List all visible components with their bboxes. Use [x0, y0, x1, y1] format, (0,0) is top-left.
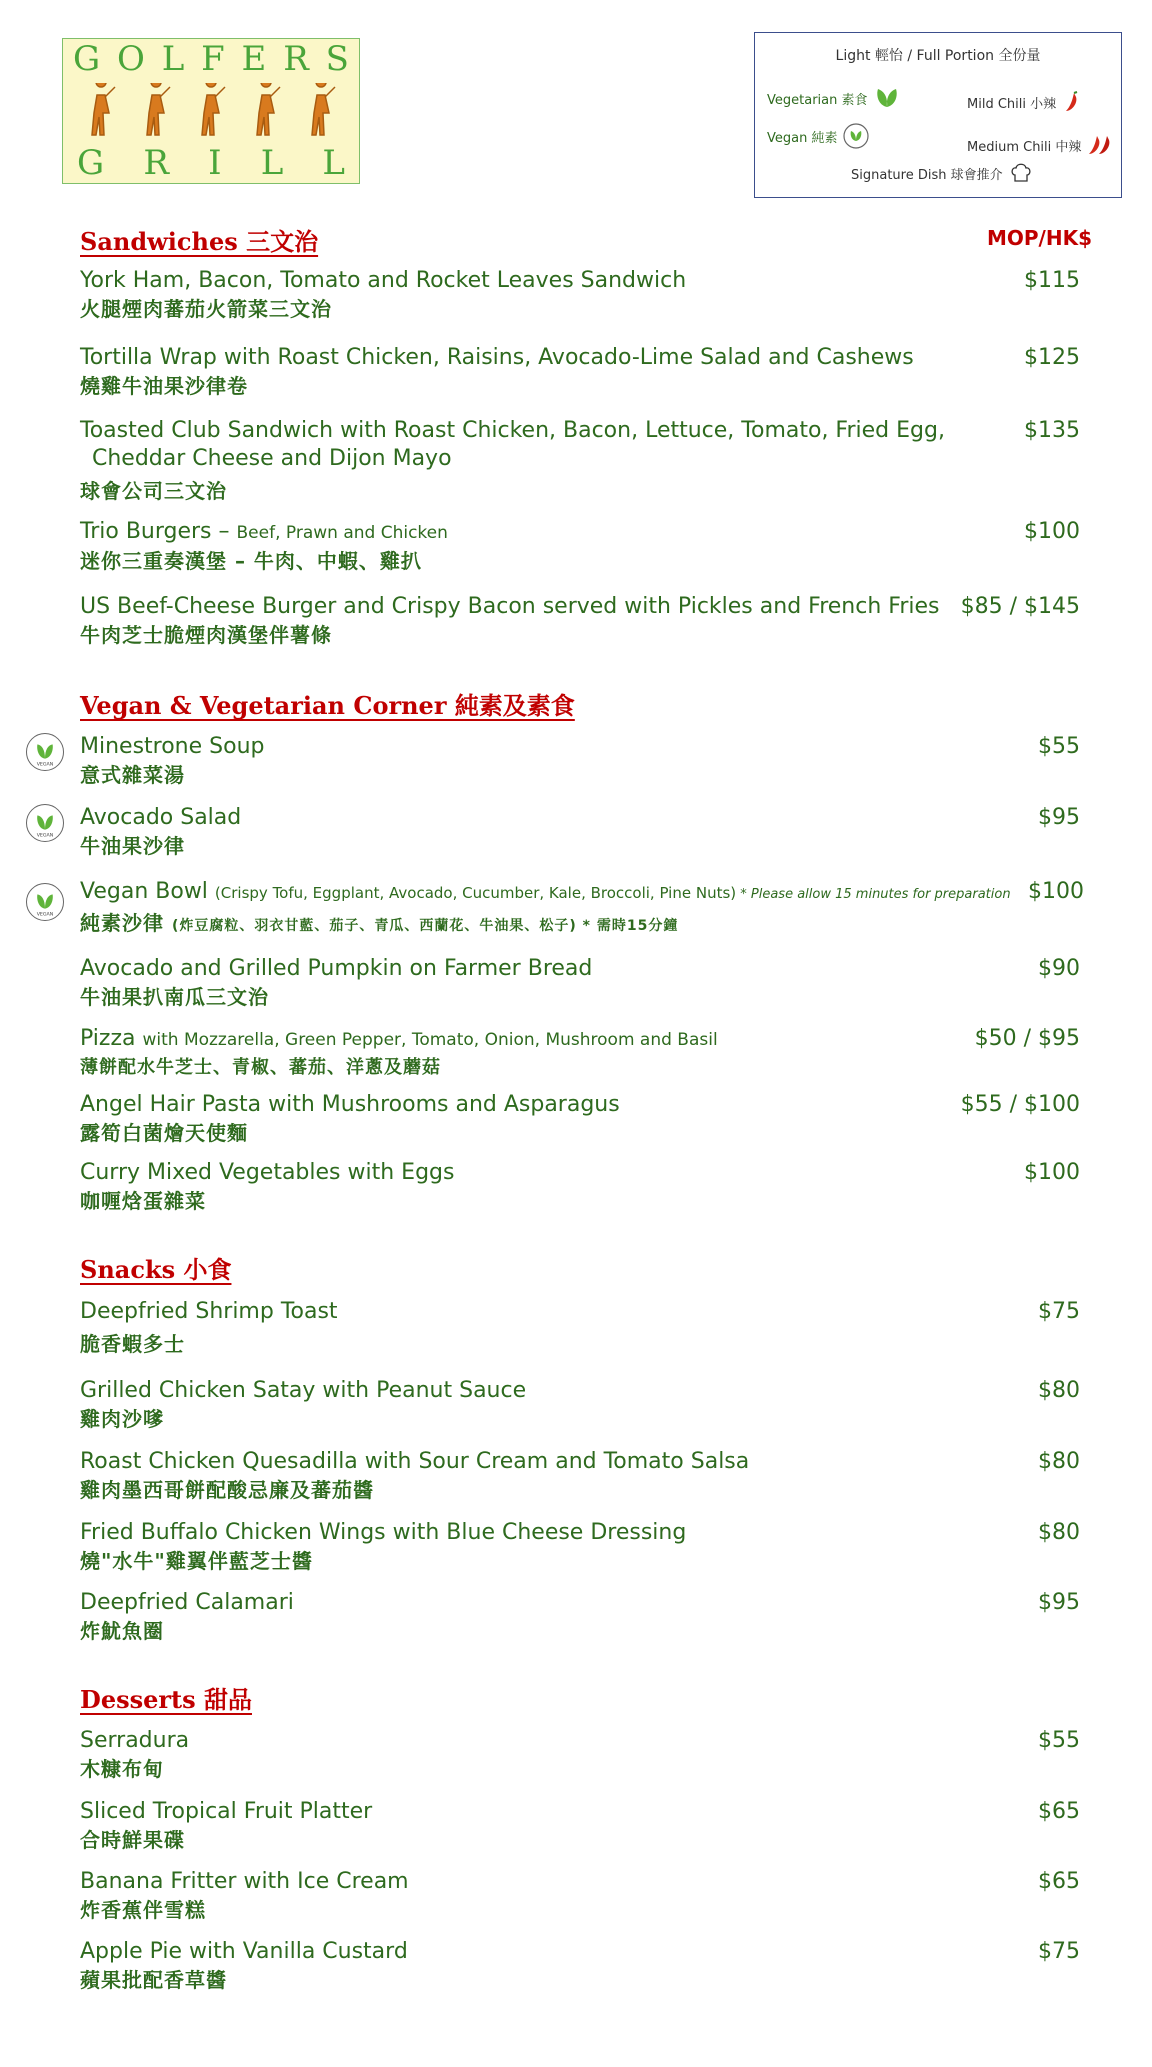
menu-item: Deepfried Calamari 炸魷魚圈 $95 — [80, 1590, 1080, 1643]
vegan-badge-icon — [26, 733, 64, 771]
menu-item: Apple Pie with Vanilla Custard 蘋果批配香草醬 $75 — [80, 1939, 1080, 1992]
price: $75 — [1038, 1299, 1080, 1324]
legend-medium-chili: Medium Chili 中辣 — [967, 133, 1115, 157]
price: $80 — [1038, 1378, 1080, 1403]
chili-icon — [1062, 91, 1080, 113]
logo-word-grill: G R I L L — [77, 143, 345, 183]
golfer-icon — [303, 83, 339, 139]
price: $65 — [1038, 1869, 1080, 1894]
section-title-snacks: Snacks 小食 — [80, 1255, 232, 1284]
legend-mild-chili: Mild Chili 小辣 — [967, 91, 1080, 113]
price: $80 — [1038, 1520, 1080, 1545]
golfer-icon — [248, 83, 284, 139]
price: $55 / $100 — [960, 1092, 1080, 1117]
section-title-desserts: Desserts 甜品 — [80, 1685, 252, 1714]
menu-item: York Ham, Bacon, Tomato and Rocket Leaves Sandwich 火腿煙肉蕃茄火箭菜三文治 $115 — [80, 268, 1080, 321]
price: $135 — [1024, 418, 1080, 443]
golfer-icon — [83, 83, 119, 139]
vegetarian-leaf-icon — [874, 87, 900, 109]
chef-hat-icon — [1009, 161, 1033, 185]
svg-text:VEGAN: VEGAN — [36, 762, 54, 768]
vegan-badge-icon — [26, 804, 64, 842]
menu-item: Angel Hair Pasta with Mushrooms and Asparagus 露筍白菌燴天使麵 $55 / $100 — [80, 1092, 1080, 1145]
golfer-figures — [63, 83, 359, 139]
legend-vegan: Vegan 純素 — [767, 123, 869, 149]
menu-item: Avocado and Grilled Pumpkin on Farmer Bread 牛油果扒南瓜三文治 $90 — [80, 956, 1080, 1009]
price: $100 — [1024, 1160, 1080, 1185]
menu-item: Minestrone Soup 意式雜菜湯 $55 — [80, 734, 1080, 787]
menu-item: Tortilla Wrap with Roast Chicken, Raisins, Avocado-Lime Salad and Cashews 燒雞牛油果沙律卷 $125 — [80, 345, 1080, 398]
menu-item: Banana Fritter with Ice Cream 炸香蕉伴雪糕 $65 — [80, 1869, 1080, 1922]
legend-box — [754, 32, 1122, 198]
vegan-badge-icon — [843, 123, 869, 149]
menu-item: Roast Chicken Quesadilla with Sour Cream and Tomato Salsa 雞肉墨西哥餅配酸忌廉及蕃茄醬 $80 — [80, 1449, 1080, 1502]
price: $55 — [1038, 734, 1080, 759]
menu-item: Deepfried Shrimp Toast 脆香蝦多士 $75 — [80, 1299, 1080, 1356]
logo-word-golfers: G O L F E R S — [73, 39, 349, 79]
svg-text:VEGAN: VEGAN — [36, 912, 54, 918]
price: $80 — [1038, 1449, 1080, 1474]
menu-item: Grilled Chicken Satay with Peanut Sauce 雞肉沙嗲 $80 — [80, 1378, 1080, 1431]
price: $100 — [1028, 879, 1084, 904]
legend-signature: Signature Dish 球會推介 — [851, 161, 1033, 185]
price: $55 — [1038, 1728, 1080, 1753]
price: $75 — [1038, 1939, 1080, 1964]
golfer-icon — [193, 83, 229, 139]
menu-item: Vegan Bowl (Crispy Tofu, Eggplant, Avocado, Cucumber, Kale, Broccoli, Pine Nuts) * Please allow 15 minutes for preparation 純素沙律 (炸豆腐粒、羽衣甘藍、茄子、青瓜、西蘭花、牛油果、松子) * 需時15分鐘 $100 — [80, 879, 1084, 935]
menu-item: Pizza with Mozzarella, Green Pepper, Tomato, Onion, Mushroom and Basil 薄餅配水牛芝士、青椒、蕃茄、洋蔥及蘑菇 $50 / $95 — [80, 1026, 1080, 1078]
currency-label: MOP/HK$ — [986, 226, 1092, 250]
section-title-vegan: Vegan & Vegetarian Corner 純素及素食 — [80, 691, 575, 720]
menu-item: Sliced Tropical Fruit Platter 合時鮮果碟 $65 — [80, 1799, 1080, 1852]
legend-vegetarian: Vegetarian 素食 — [767, 87, 900, 109]
golfer-icon — [138, 83, 174, 139]
legend-title: Light 輕怡 / Full Portion 全份量 — [835, 48, 1041, 64]
price: $85 / $145 — [960, 594, 1080, 619]
price: $100 — [1024, 519, 1080, 544]
price: $95 — [1038, 1590, 1080, 1615]
menu-item: Serradura 木糠布甸 $55 — [80, 1728, 1080, 1781]
menu-item: Curry Mixed Vegetables with Eggs 咖喱焓蛋雜菜 $100 — [80, 1160, 1080, 1213]
price: $65 — [1038, 1799, 1080, 1824]
menu-item: US Beef-Cheese Burger and Crispy Bacon served with Pickles and French Fries 牛肉芝士脆煙肉漢堡伴薯條 $85 / $145 — [80, 594, 1080, 647]
price: $50 / $95 — [974, 1026, 1080, 1051]
section-title-sandwiches: Sandwiches 三文治 — [80, 227, 319, 256]
price: $90 — [1038, 956, 1080, 981]
svg-text:VEGAN: VEGAN — [36, 833, 54, 839]
price: $95 — [1038, 805, 1080, 830]
price: $125 — [1024, 345, 1080, 370]
menu-item: Fried Buffalo Chicken Wings with Blue Cheese Dressing 燒"水牛"雞翼伴藍芝士醬 $80 — [80, 1520, 1080, 1573]
golfers-grill-logo — [62, 38, 360, 184]
price: $115 — [1024, 268, 1080, 293]
vegan-badge-icon — [26, 883, 64, 921]
menu-item: Avocado Salad 牛油果沙律 $95 — [80, 805, 1080, 858]
menu-item: Toasted Club Sandwich with Roast Chicken, Bacon, Lettuce, Tomato, Fried Egg, Cheddar Cheese and Dijon Mayo 球會公司三文治 $135 — [80, 418, 1080, 503]
menu-item: Trio Burgers – Beef, Prawn and Chicken 迷你三重奏漢堡 – 牛肉、中蝦、雞扒 $100 — [80, 519, 1080, 573]
double-chili-icon — [1087, 133, 1115, 157]
